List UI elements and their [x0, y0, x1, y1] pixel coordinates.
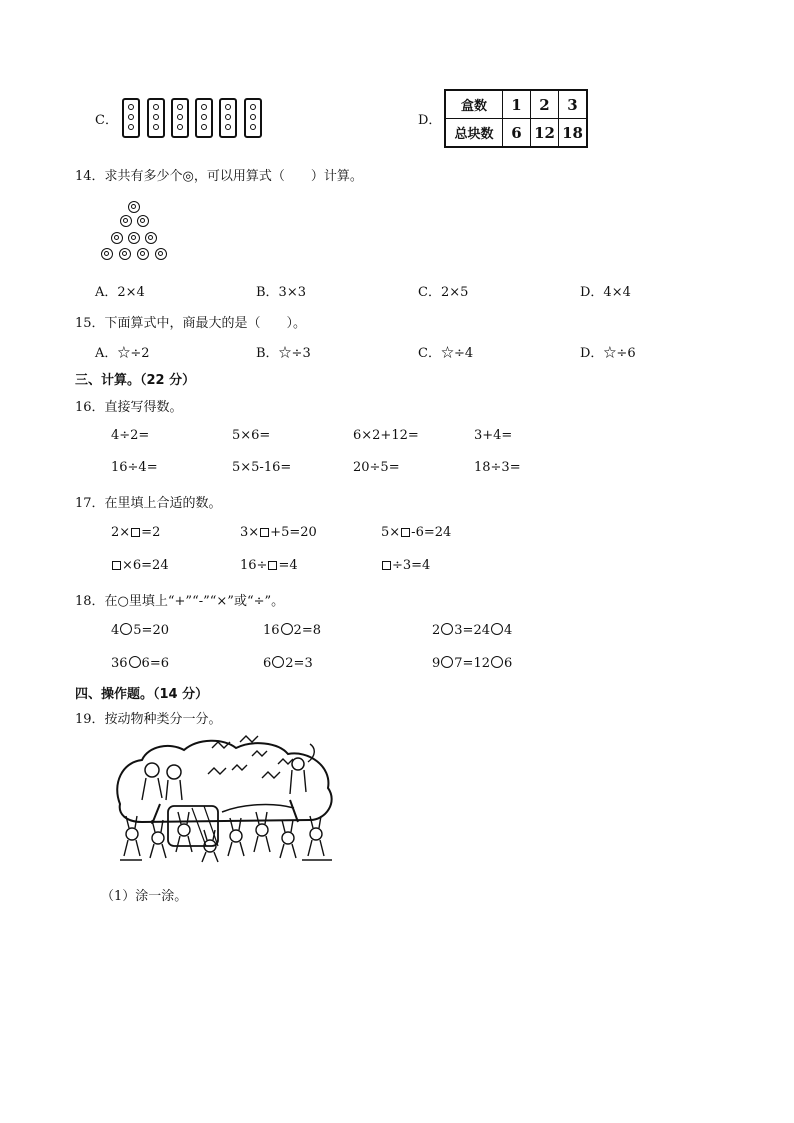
q15-option-b: B．☆÷3: [256, 346, 311, 361]
q16-expr: 6×2+12=: [353, 428, 419, 443]
q17-expr: 3× +5=20: [240, 525, 317, 540]
question-16-title: 16．直接写得数。: [75, 400, 183, 415]
option-c-label: C．: [95, 113, 118, 128]
domino: [244, 98, 262, 138]
blank-box[interactable]: [260, 528, 269, 537]
q18-expr: 36 6=6: [111, 656, 169, 671]
blank-box[interactable]: [268, 561, 277, 570]
q15-option-d: D．☆÷6: [580, 346, 636, 361]
table-cell: 18: [559, 119, 588, 148]
operator-circle[interactable]: [491, 623, 503, 635]
q18-expr: 9 7=12 6: [432, 656, 513, 671]
operator-circle[interactable]: [120, 623, 132, 635]
target-icon: [120, 215, 132, 227]
q16-expr: 4÷2=: [111, 428, 150, 443]
question-15-title: 15．下面算式中，商最大的是（ ）。: [75, 316, 307, 331]
table-cell: 3: [559, 90, 588, 119]
animal-tree-illustration: [112, 734, 338, 868]
domino: [195, 98, 213, 138]
section-3-title: 三、计算。（22 分）: [75, 373, 196, 388]
table-cell: 1: [503, 90, 531, 119]
q14-option-c: C．2×5: [418, 285, 469, 300]
q17-expr: 16÷ =4: [240, 558, 298, 573]
operator-circle[interactable]: [491, 656, 503, 668]
domino: [219, 98, 237, 138]
q16-expr: 18÷3=: [474, 460, 521, 475]
blank-box[interactable]: [382, 561, 391, 570]
q18-expr: 2 3=24 4: [432, 623, 513, 638]
target-icon: [119, 248, 131, 260]
q15-option-a: A．☆÷2: [95, 346, 150, 361]
q17-expr: 5× -6=24: [381, 525, 452, 540]
q16-expr: 5×6=: [232, 428, 271, 443]
target-icon: [155, 248, 167, 260]
q17-expr: 2× =2: [111, 525, 161, 540]
domino: [171, 98, 189, 138]
question-14-title: 14．求共有多少个◎，可以用算式（ ）计算。: [75, 169, 363, 184]
question-18-title: 18．在○里填上“+”“-”“×”或“÷”。: [75, 594, 285, 609]
blank-box[interactable]: [401, 528, 410, 537]
q16-expr: 3+4=: [474, 428, 513, 443]
q16-expr: 20÷5=: [353, 460, 400, 475]
q16-expr: 16÷4=: [111, 460, 158, 475]
q18-expr: 6 2=3: [263, 656, 313, 671]
q18-expr: 16 2=8: [263, 623, 321, 638]
q17-expr: ×6=24: [111, 558, 169, 573]
q18-expr: 4 5=20: [111, 623, 169, 638]
question-17-title: 17．在里填上合适的数。: [75, 496, 222, 511]
table-cell: 12: [531, 119, 559, 148]
operator-circle[interactable]: [441, 656, 453, 668]
q15-option-c: C．☆÷4: [418, 346, 474, 361]
question-19-sub-1: （1）涂一涂。: [101, 889, 188, 904]
target-icon: [145, 232, 157, 244]
option-d-label: D．: [418, 113, 442, 128]
q14-option-d: D．4×4: [580, 285, 631, 300]
target-icon: [111, 232, 123, 244]
q14-option-b: B．3×3: [256, 285, 306, 300]
blank-box[interactable]: [131, 528, 140, 537]
target-icon: [137, 215, 149, 227]
operator-circle[interactable]: [129, 656, 141, 668]
operator-circle[interactable]: [272, 656, 284, 668]
table-cell: 6: [503, 119, 531, 148]
q14-option-a: A．2×4: [95, 285, 145, 300]
section-4-title: 四、操作题。（14 分）: [75, 687, 209, 702]
question-19-title: 19．按动物种类分一分。: [75, 712, 222, 727]
box-count-table: [444, 89, 588, 148]
target-icon: [101, 248, 113, 260]
operator-circle[interactable]: [281, 623, 293, 635]
q16-expr: 5×5-16=: [232, 460, 292, 475]
target-icon: [128, 232, 140, 244]
q17-expr: ÷3=4: [381, 558, 430, 573]
domino: [122, 98, 140, 138]
blank-box[interactable]: [112, 561, 121, 570]
target-icon: [137, 248, 149, 260]
target-icon: [128, 201, 140, 213]
table-header: 总块数: [445, 119, 503, 148]
domino: [147, 98, 165, 138]
operator-circle[interactable]: [441, 623, 453, 635]
table-header: 盒数: [445, 90, 503, 119]
table-cell: 2: [531, 90, 559, 119]
